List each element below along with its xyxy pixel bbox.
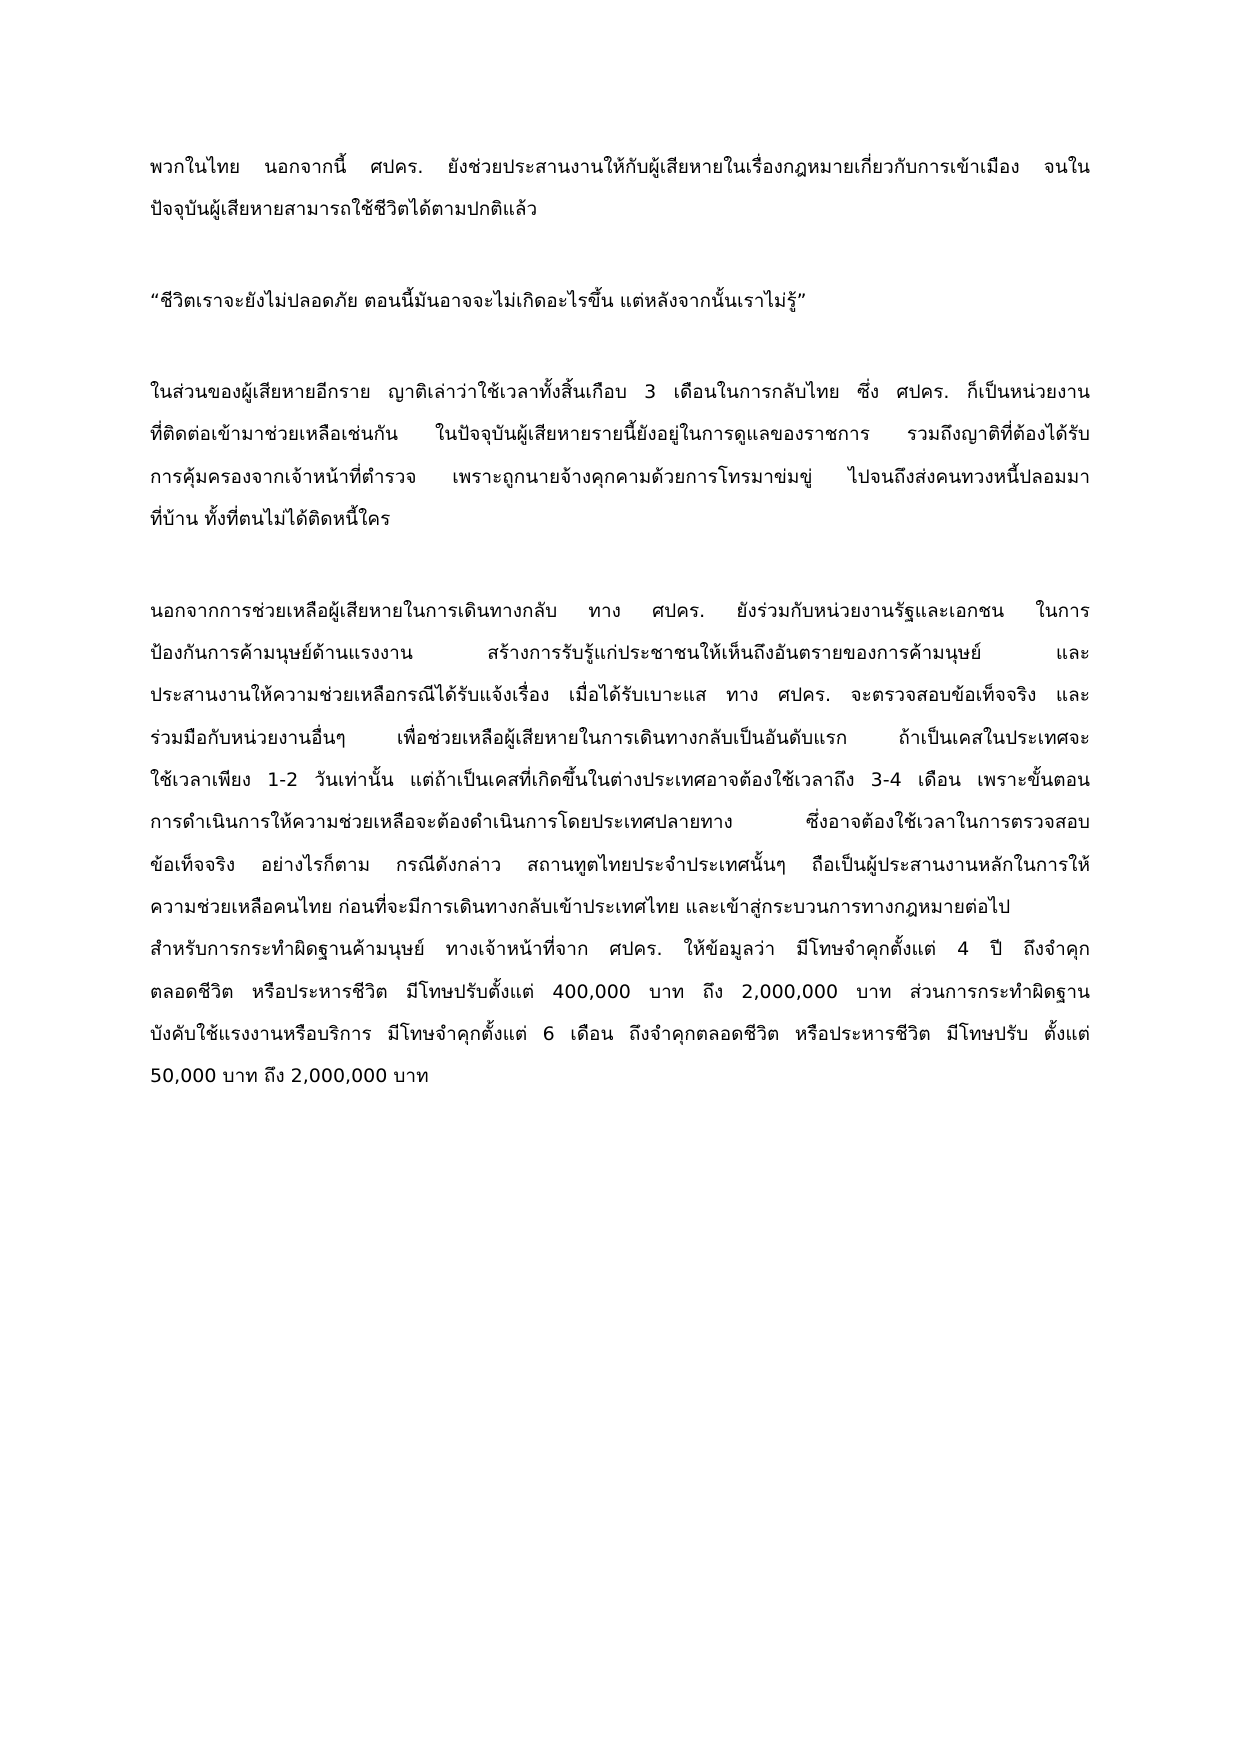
paragraph-3-line-1: ในส่วนของผู้เสียหายอีกราย ญาติเล่าว่าใช้เวลาทั้งสิ้นเกือบ 3 เดือนในการกลับไทย ซึ่ง ศปคร. ก็เป็นหน่วยงาน (150, 381, 1090, 403)
paragraph-4-line-3: ประสานงานให้ความช่วยเหลือกรณีได้รับแจ้งเรื่อง เมื่อได้รับเบาะแส ทาง ศปคร. จะตรวจสอบข้อเท็จจริง และ (150, 684, 1090, 706)
paragraph-4-line-7: ข้อเท็จจริง อย่างไรก็ตาม กรณีดังกล่าว สถานทูตไทยประจำประเทศนั้นๆ ถือเป็นผู้ประสานงานหลักในการให้ (150, 854, 1090, 876)
paragraph-1-line-2: ปัจจุบันผู้เสียหายสามารถใช้ชีวิตได้ตามปกติแล้ว (150, 198, 538, 220)
paragraph-4-line-5: ใช้เวลาเพียง 1-2 วันเท่านั้น แต่ถ้าเป็นเคสที่เกิดขึ้นในต่างประเทศอาจต้องใช้เวลาถึง 3-4 เดือน เพราะขั้นตอน (150, 769, 1090, 791)
paragraph-4-line-9: สำหรับการกระทำผิดฐานค้ามนุษย์ ทางเจ้าหน้าที่จาก ศปคร. ให้ข้อมูลว่า มีโทษจำคุกตั้งแต่ 4 ปี ถึงจำคุก (150, 938, 1090, 960)
paragraph-4-line-11: บังคับใช้แรงงานหรือบริการ มีโทษจำคุกตั้งแต่ 6 เดือน ถึงจำคุกตลอดชีวิต หรือประหารชีวิต มีโทษปรับ ตั้งแต่ (150, 1023, 1090, 1045)
paragraph-4-line-1: นอกจากการช่วยเหลือผู้เสียหายในการเดินทางกลับ ทาง ศปคร. ยังร่วมกับหน่วยงานรัฐและเอกชน ในการ (150, 600, 1090, 622)
paragraph-3-line-3: การคุ้มครองจากเจ้าหน้าที่ตำรวจ เพราะถูกนายจ้างคุกคามด้วยการโทรมาข่มขู่ ไปจนถึงส่งคนทวงหนี้ปลอมมา (150, 466, 1090, 488)
paragraph-4-line-12: 50,000 บาท ถึง 2,000,000 บาท (150, 1065, 429, 1087)
paragraph-4-line-8: ความช่วยเหลือคนไทย ก่อนที่จะมีการเดินทางกลับเข้าประเทศไทย และเข้าสู่กระบวนการทางกฎหมายต่อไป (150, 896, 1011, 918)
paragraph-1-line-1: พวกในไทย นอกจากนี้ ศปคร. ยังช่วยประสานงานให้กับผู้เสียหายในเรื่องกฎหมายเกี่ยวกับการเข้าเมือง จนใน (150, 156, 1090, 178)
paragraph-3-line-2: ที่ติดต่อเข้ามาช่วยเหลือเช่นกัน ในปัจจุบันผู้เสียหายรายนี้ยังอยู่ในการดูแลของราชการ รวมถึงญาติที่ต้องได้รับ (150, 423, 1090, 445)
paragraph-4-line-10: ตลอดชีวิต หรือประหารชีวิต มีโทษปรับตั้งแต่ 400,000 บาท ถึง 2,000,000 บาท ส่วนการกระทำผิดฐาน (150, 981, 1090, 1003)
quote-line: “ชีวิตเราจะยังไม่ปลอดภัย ตอนนี้มันอาจจะไม่เกิดอะไรขึ้น แต่หลังจากนั้นเราไม่รู้” (150, 290, 807, 312)
paragraph-4-line-6: การดำเนินการให้ความช่วยเหลือจะต้องดำเนินการโดยประเทศปลายทาง ซึ่งอาจต้องใช้เวลาในการตรวจสอบ (150, 811, 1090, 833)
paragraph-3-line-4: ที่บ้าน ทั้งที่ตนไม่ได้ติดหนี้ใคร (150, 508, 391, 530)
paragraph-4-line-4: ร่วมมือกับหน่วยงานอื่นๆ เพื่อช่วยเหลือผู้เสียหายในการเดินทางกลับเป็นอันดับแรก ถ้าเป็นเคสในประเทศจะ (150, 727, 1090, 749)
paragraph-4-line-2: ป้องกันการค้ามนุษย์ด้านแรงงาน สร้างการรับรู้แก่ประชาชนให้เห็นถึงอันตรายของการค้ามนุษย์ และ (150, 642, 1090, 664)
